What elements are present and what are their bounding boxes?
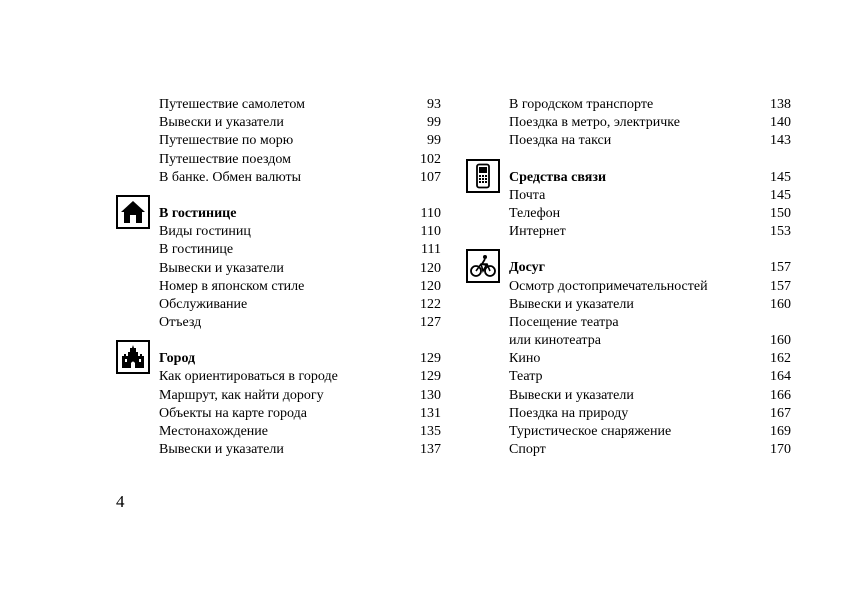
toc-entry-title: Спорт [509,442,546,458]
toc-entry-title: Местонахождение [159,424,269,439]
toc-entry-title: Объекты на карте города [159,405,307,421]
toc-entry [509,114,791,132]
toc-entry [509,423,791,441]
toc-entry-page: 122 [420,296,441,312]
toc-section-heading [509,259,791,277]
toc-entry-title: В банке. Обмен валюты [159,169,302,185]
toc-entry-page: 140 [770,115,791,131]
toc-entry [159,296,441,314]
toc-entry-title: В городском транспорте [509,97,654,112]
toc-entry-title: или кинотеатра [509,333,601,349]
toc-section-heading [159,205,441,223]
toc-entry [159,314,441,332]
toc-entry-title: Путешествие по морю [159,133,294,149]
toc-entry [159,368,441,386]
toc-entry [509,278,791,296]
toc-entry [509,205,791,223]
page-number: 4 [116,492,125,511]
toc-entry-title: Поездка на такси [509,133,612,149]
toc-entry [509,296,791,314]
toc-entry [159,132,441,150]
toc-entry-title: Поездка на природу [509,405,629,421]
toc-entry-page: 99 [427,133,441,149]
toc-entry-page: 127 [420,315,441,331]
toc-entry-page: 111 [421,242,441,258]
toc-entry-title: Вывески и указатели [159,260,284,276]
toc-entry-page: 157 [770,260,791,276]
toc-entry [509,223,791,241]
toc-entry-title: В гостинице [159,205,237,221]
house-icon [116,195,150,229]
toc-entry [509,187,791,205]
toc-entry [159,169,441,187]
toc-section [509,96,791,151]
toc-entry-title: Вывески и указатели [159,115,284,131]
toc-entry [159,405,441,423]
toc-entry [509,405,791,423]
toc-entry [159,260,441,278]
toc-entry-title: Город [159,351,196,367]
toc-entry [509,132,791,150]
toc-entry-page: 162 [770,351,791,367]
toc-section [159,96,441,187]
toc-section [509,169,791,242]
toc-entry [509,314,791,332]
toc-entry-page: 99 [427,115,441,131]
toc-entry-title: В гостинице [159,242,234,258]
toc-entry-page: 120 [420,260,441,276]
toc-entry-title: Досуг [509,260,546,276]
toc-entry-title: Кино [509,351,541,367]
toc-entry-page: 110 [420,224,441,240]
toc-section [509,259,791,459]
toc-entry-page: 107 [420,169,441,185]
toc-entry-page: 157 [770,278,791,294]
toc-entry-page: 137 [420,442,441,458]
toc-entry-page: 145 [770,169,791,185]
toc-entry-title: Театр [509,369,543,385]
toc-entry-title: Посещение театра [509,314,619,330]
toc-entry-title: Средства связи [509,169,607,185]
toc-section-heading [159,350,441,368]
toc-section [159,205,441,332]
toc-entry-page: 110 [420,205,441,221]
toc-entry [509,96,791,114]
toc-entry [509,368,791,386]
toc-entry-page: 143 [770,133,791,149]
toc-entry-page: 164 [770,369,791,385]
toc-entry-title: Вывески и указатели [509,387,634,403]
toc-entry-page: 167 [770,405,791,421]
toc-entry-page: 153 [770,224,791,240]
toc-entry-page: 135 [420,424,441,439]
toc-entry-title: Почта [509,187,546,203]
toc-entry [159,423,441,441]
mobile-phone-icon [466,159,500,193]
toc-entry [159,441,441,459]
toc-entry-page: 131 [420,405,441,421]
toc-entry [509,350,791,368]
toc-entry-page: 130 [420,387,441,403]
toc-left-column [159,96,441,477]
toc-entry-title: Интернет [509,224,566,240]
toc-entry-title: Поездка в метро, электричке [509,115,680,131]
toc-entry-page: 170 [770,442,791,458]
toc-entry-page: 129 [420,369,441,385]
toc-entry-title: Туристическое снаряжение [509,424,672,439]
toc-entry [509,332,791,350]
toc-entry-title: Номер в японском стиле [159,278,305,294]
toc-entry [159,387,441,405]
toc-entry-title: Путешествие самолетом [159,97,305,112]
toc-entry-page: 160 [770,333,791,349]
toc-entry-page: 120 [420,278,441,294]
toc-entry-title: Обслуживание [159,296,248,312]
toc-entry-page: 129 [420,351,441,367]
toc-entry [159,96,441,114]
toc-entry [159,223,441,241]
toc-entry-page: 160 [770,296,791,312]
toc-entry-page: 145 [770,187,791,203]
toc-entry [509,441,791,459]
toc-entry-title: Путешествие поездом [159,151,291,167]
toc-section-heading [509,169,791,187]
toc-entry-page: 166 [770,387,791,403]
toc-entry-title: Отъезд [159,315,202,331]
toc-entry [159,151,441,169]
toc-entry-page: 138 [770,97,791,112]
toc-entry-page: 150 [770,205,791,221]
toc-entry [159,241,441,259]
toc-entry-title: Осмотр достопримечательностей [509,278,708,294]
toc-entry [159,278,441,296]
toc-entry-title: Телефон [509,205,561,221]
toc-entry-page: 93 [427,97,441,112]
toc-entry-title: Вывески и указатели [159,442,284,458]
toc-entry [509,387,791,405]
toc-entry-title: Как ориентироваться в городе [159,369,338,385]
castle-icon [116,340,150,374]
toc-entry-title: Вывески и указатели [509,296,634,312]
toc-entry-page: 169 [770,424,791,439]
toc-entry-title: Виды гостиниц [159,224,251,240]
bicycle-icon [466,249,500,283]
toc-right-column [509,96,791,477]
toc-section [159,350,441,459]
toc-entry-page: 102 [420,151,441,167]
toc-entry-title: Маршрут, как найти дорогу [159,387,324,403]
toc-entry [159,114,441,132]
